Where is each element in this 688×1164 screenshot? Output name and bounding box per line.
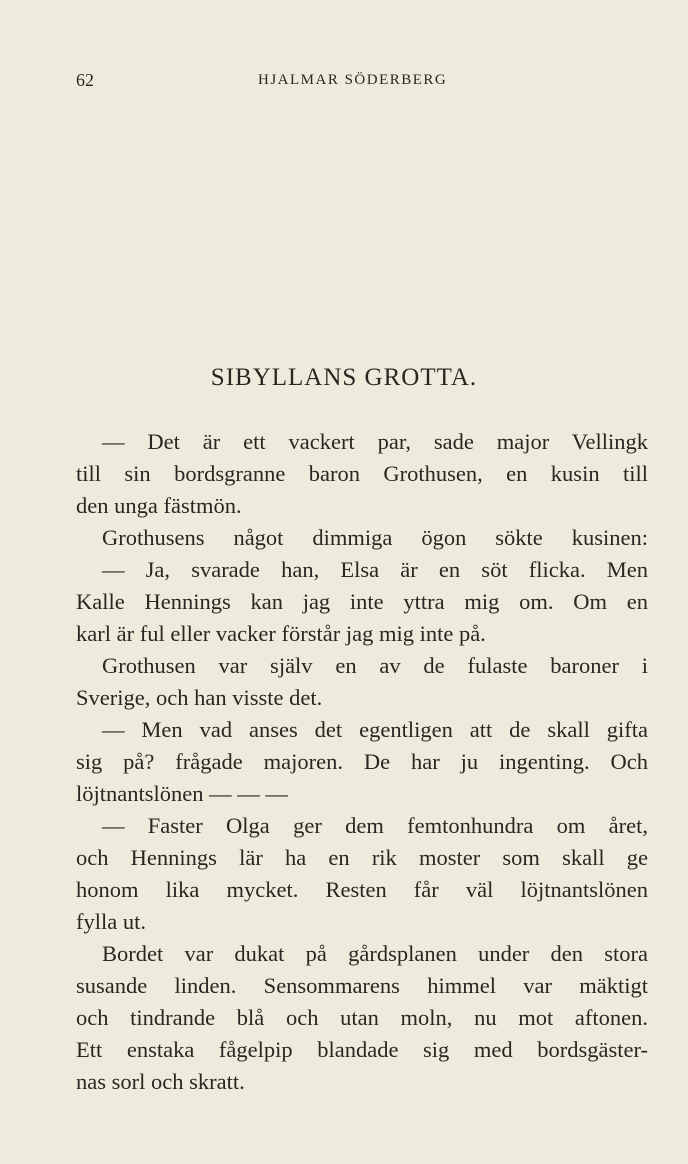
text-line: nas sorl och skratt. bbox=[76, 1069, 245, 1094]
text-line: Kalle Hennings kan jag inte yttra mig om. Om en bbox=[76, 589, 648, 614]
text-line: till sin bordsgranne baron Grothusen, en kusin till bbox=[76, 461, 648, 486]
text-line: Bordet var dukat på gårdsplanen under den stora bbox=[102, 941, 648, 966]
text-line: Ett enstaka fågelpip blandade sig med bordsgäster- bbox=[76, 1037, 648, 1062]
text-line: — Faster Olga ger dem femtonhundra om året, bbox=[102, 813, 648, 838]
text-line: Sverige, och han visste det. bbox=[76, 685, 323, 710]
text-line: och tindrande blå och utan moln, nu mot aftonen. bbox=[76, 1005, 648, 1030]
text-line: sig på? frågade majoren. De har ju ingenting. Och bbox=[76, 749, 648, 774]
text-line: honom lika mycket. Resten får väl löjtnantslönen bbox=[76, 877, 648, 902]
text-line: löjtnantslönen — — — bbox=[76, 781, 288, 806]
text-line: den unga fästmön. bbox=[76, 493, 242, 518]
chapter-title: SIBYLLANS GROTTA. bbox=[210, 364, 478, 391]
text-line: Grothusens något dimmiga ögon sökte kusinen: bbox=[102, 525, 648, 550]
text-line: — Men vad anses det egentligen att de skall gifta bbox=[102, 717, 648, 742]
text-line: fylla ut. bbox=[76, 909, 146, 934]
text-line: och Hennings lär ha en rik moster som skall ge bbox=[76, 845, 648, 870]
page-header bbox=[76, 70, 644, 96]
body-text bbox=[76, 426, 648, 1098]
text-line: karl är ful eller vacker förstår jag mig inte på. bbox=[76, 621, 486, 646]
page-number: 62 bbox=[76, 70, 94, 90]
text-line: — Ja, svarade han, Elsa är en söt flicka. Men bbox=[102, 557, 648, 582]
running-title: HJALMAR SÖDERBERG bbox=[258, 72, 448, 88]
text-line: — Det är ett vackert par, sade major Vellingk bbox=[102, 429, 648, 454]
text-line: susande linden. Sensommarens himmel var mäktigt bbox=[76, 973, 648, 998]
text-line: Grothusen var själv en av de fulaste baroner i bbox=[102, 653, 648, 678]
